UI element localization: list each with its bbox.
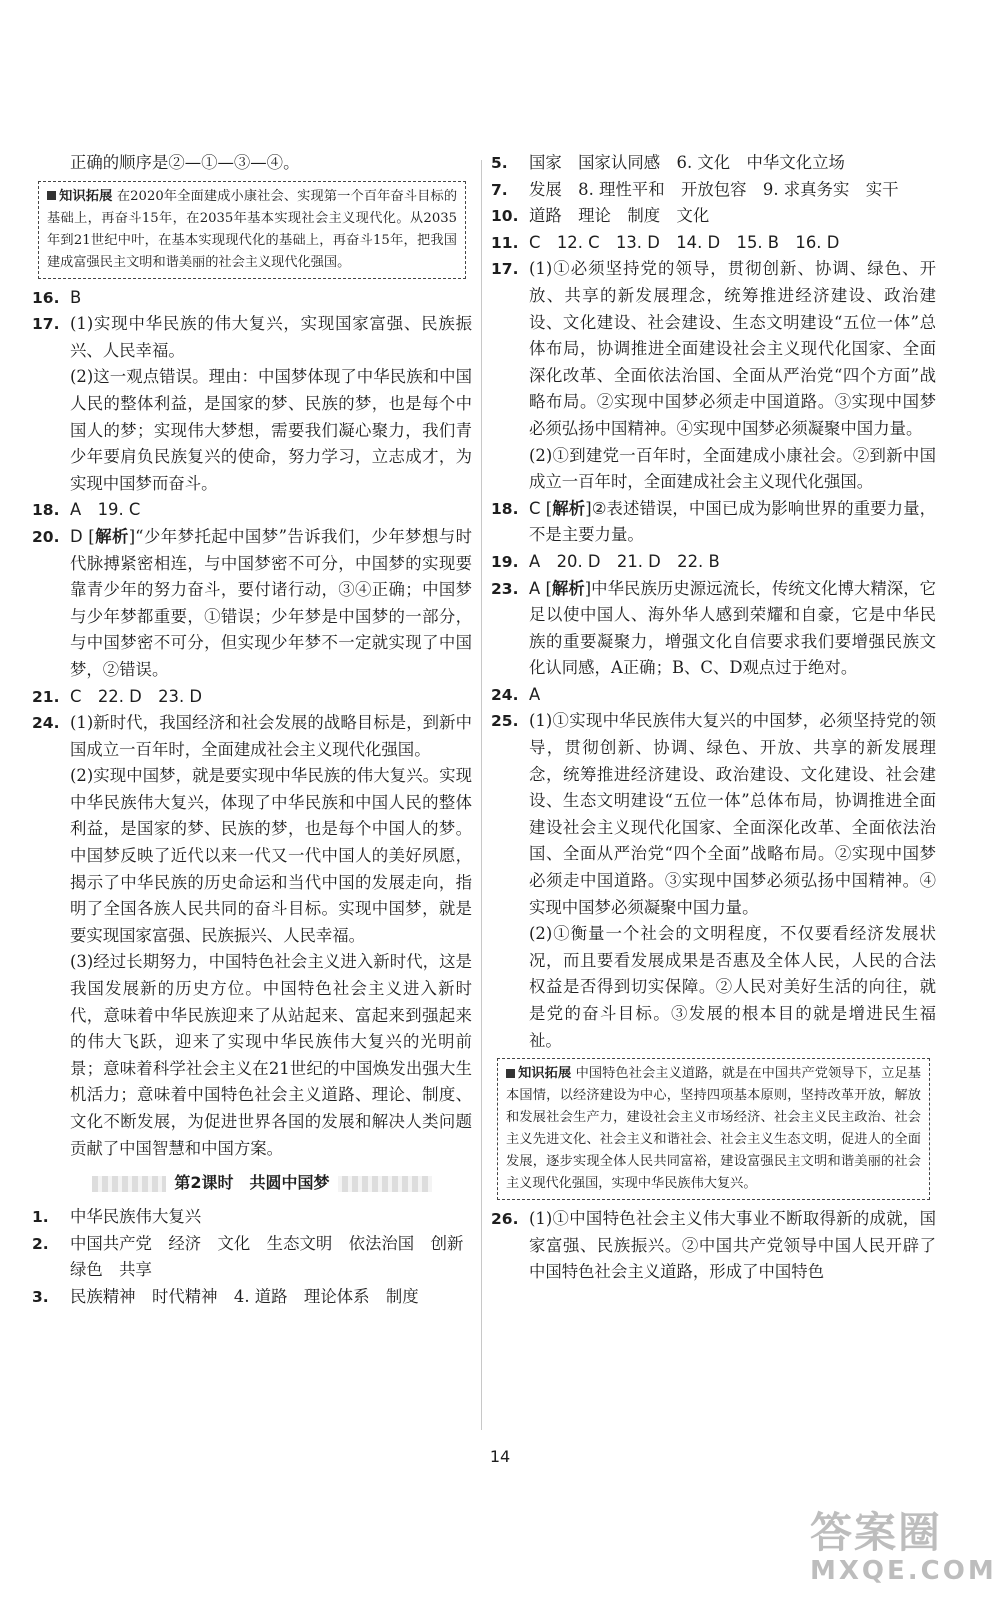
answer-r10: 10. 道路 理论 制度 文化 <box>491 203 936 230</box>
knowledge-box-1 <box>38 181 466 279</box>
answer-text: (2)①衡量一个社会的文明程度，不仅要看经济发展状况，而且要看发展成果是否惠及全体人民，人民的合法权益是否得到切实保障。②人民对美好生活的向往，就是党的奋斗目标。③发展的根本目的就是增进民生福祉。 <box>529 924 936 1050</box>
answer-text: (1)实现中华民族的伟大复兴，实现国家富强、民族振兴、人民幸福。 <box>70 314 472 360</box>
question-number: 18. <box>491 499 519 518</box>
analysis-tag: 解析 <box>551 578 585 598</box>
right-column <box>491 150 936 1286</box>
answer-r23: 23. A [解析]中华民族历史源远流长，传统文化博大精深，它足以使中国人、海外华人感到荣耀和自豪，它是中华民族的重要凝聚力，增强文化自信要求我们要增强民族文化认同感，A正确；B、C、D观点过于绝对。 <box>491 576 936 682</box>
box-text: 中国特色社会主义道路，就是在中国共产党领导下，立足基本国情，以经济建设为中心，坚持四项基本原则，坚持改革开放，解放和发展社会生产力，建设社会主义市场经济、社会主义民主政治、社会主义先进文化、社会主义和谐社会、社会主义生态文明，促进人的全面发展，逐步实现全体人民共同富裕，建设富强民主文明和谐美丽的社会主义现代化强国，实现中华民族伟大复兴。 <box>506 1066 921 1192</box>
answer-r18: 18. C [解析]②表述错误，中国已成为影响世界的重要力量，不是主要力量。 <box>491 496 936 549</box>
question-number: 10. <box>491 207 519 226</box>
question-number: 26. <box>491 1210 519 1229</box>
answer-r19: 19. A 20. D 21. D 22. B <box>491 549 936 576</box>
section-title: 第2课时 共圆中国梦 <box>32 1170 472 1198</box>
answer-s2: 2. 中国共产党 经济 文化 生态文明 依法治国 创新 绿色 共享 <box>32 1231 472 1284</box>
answer-text: (1)新时代，我国经济和社会发展的战略目标是，到新中国成立一百年时，全面建成社会主义现代化强国。 <box>70 713 472 759</box>
answer-s3: 3. 民族精神 时代精神 4. 道路 理论体系 制度 <box>32 1284 472 1311</box>
question-number: 24. <box>32 714 60 733</box>
watermark-logo: 答案圈 MXQE.COM <box>810 1508 997 1586</box>
answer-r24: 24. A <box>491 682 936 709</box>
answer-text: (3)经过长期努力，中国特色社会主义进入新时代，这是我国发展新的历史方位。中国特色社会主义进入新时代，意味着中华民族迎来了从站起来、富起来到强起来的伟大飞跃，迎来了实现中华民族伟大复兴的光明前景；意味着科学社会主义在21世纪的中国焕发出强大生机活力；意味着中国特色社会主义道路、理论、制度、文化不断发展，为促进世界各国的发展和解决人类问题贡献了中国智慧和中国方案。 <box>70 952 472 1158</box>
question-number: 21. <box>32 687 60 706</box>
answer-r25 <box>491 708 936 1054</box>
question-number: 5. <box>491 154 508 172</box>
column-divider <box>481 160 482 1430</box>
question-number: 20. <box>32 527 60 546</box>
answer-text: (1)①必须坚持党的领导，贯彻创新、协调、绿色、开放、共享的新发展理念，统筹推进经济建设、政治建设、文化建设、社会建设、生态文明建设“五位一体”总体布局，协调推进全面建设社会主义现代化国家、全面深化改革、全面依法治国、全面从严治党“四个方面”战略布局。②实现中国梦必须走中国道路。③实现中国梦必须弘扬中国精神。④实现中国梦必须凝聚中国力量。 <box>529 259 936 438</box>
question-number: 23. <box>491 579 519 598</box>
question-number: 25. <box>491 712 519 731</box>
answer-16: 16. B <box>32 285 472 312</box>
answer-r11: 11. C 12. C 13. D 14. D 15. B 16. D <box>491 230 936 257</box>
question-number: 2. <box>32 1234 49 1253</box>
question-number: 24. <box>491 685 519 704</box>
analysis-text: “少年梦托起中国梦”告诉我们，少年梦想与时代脉搏紧密相连，与中国梦密不可分，中国梦的实现要靠青少年的努力奋斗，要付诸行动，③④正确；中国梦与少年梦都重要，①错误；少年梦是中国梦的一部分，与中国梦密不可分，但实现少年梦不一定就实现了中国梦，②错误。 <box>70 526 472 679</box>
question-number: 17. <box>32 315 60 334</box>
analysis-text: ②表述错误，中国已成为影响世界的重要力量，不是主要力量。 <box>529 498 937 545</box>
answer-text: (2)这一观点错误。理由：中国梦体现了中华民族和中国人民的整体利益，是国家的梦、民族的梦，也是每个中国人的梦；实现伟大梦想，需要我们凝心聚力，我们青少年要肩负民族复兴的使命，努力学习，立志成才，为实现中国梦而奋斗。 <box>70 367 472 493</box>
question-number: 1. <box>32 1208 49 1227</box>
question-number: 19. <box>491 552 519 571</box>
answer-r5: 5. 国家 国家认同感 6. 文化 中华文化立场 <box>491 150 936 177</box>
question-number: 11. <box>491 233 519 252</box>
question-number: 16. <box>32 288 60 307</box>
box-title: 知识拓展 <box>506 1066 571 1081</box>
answer-18-19: 18. A 19. C <box>32 497 472 524</box>
question-number: 18. <box>32 501 60 520</box>
left-column <box>32 150 480 1311</box>
page-number: 14 <box>489 1447 511 1466</box>
question-number: 7. <box>491 180 508 199</box>
answer-20: 20. D [解析]“少年梦托起中国梦”告诉我们，少年梦想与时代脉搏紧密相连，与中国梦密不可分，中国梦的实现要靠青少年的努力奋斗，要付诸行动，③④正确；中国梦与少年梦都重要，①错误；少年梦是中国梦的一部分，与中国梦密不可分，但实现少年梦不一定就实现了中国梦，②错误。 <box>32 524 472 684</box>
answer-s1: 1. 中华民族伟大复兴 <box>32 1204 472 1231</box>
answer-r26: 26. (1)①中国特色社会主义伟大事业不断取得新的成就，国家富强、民族振兴。②中国共产党领导中国人民开辟了中国特色社会主义道路，形成了中国特色 <box>491 1206 936 1286</box>
answer-r17 <box>491 256 936 495</box>
intro-line: 正确的顺序是②—①—③—④。 <box>70 153 300 172</box>
analysis-text: 中华民族历史源远流长，传统文化博大精深，它足以使中国人、海外华人感到荣耀和自豪，它是中华民族的重要凝聚力，增强文化自信要求我们要增强民族文化认同感，A正确；B、C、D观点过于绝对。 <box>529 578 937 678</box>
answer-text: (2)①到建党一百年时，全面建成小康社会。②到新中国成立一百年时，全面建成社会主义现代化强国。 <box>529 445 936 492</box>
analysis-tag: 解析 <box>552 498 586 518</box>
answer-24 <box>32 710 472 1162</box>
answer-21-23: 21. C 22. D 23. D <box>32 684 472 711</box>
answer-text: (1)①实现中华民族伟大复兴的中国梦，必须坚持党的领导，贯彻创新、协调、绿色、开放、共享的新发展理念，统筹推进经济建设、政治建设、文化建设、社会建设、生态文明建设“五位一体”总体布局，协调推进全面建设社会主义现代化国家、全面深化改革、全面依法治国、全面从严治党“四个全面”战略布局。②实现中国梦必须走中国道路。③实现中国梦必须弘扬中国精神。④实现中国梦必须凝聚中国力量。 <box>529 711 936 917</box>
knowledge-box-2 <box>497 1058 930 1200</box>
answer-text: (2)实现中国梦，就是要实现中华民族的伟大复兴。实现中华民族伟大复兴，体现了中华民族和中国人民的整体利益，是国家的梦、民族的梦，也是每个中国人的梦。中国梦反映了近代以来一代又一代中国人的美好夙愿，揭示了中华民族的历史命运和当代中国的发展走向，指明了全国各族人民共同的奋斗目标。实现中国梦，就是要实现国家富强、民族振兴、人民幸福。 <box>70 766 472 945</box>
answer-r7: 7. 发展 8. 理性平和 开放包容 9. 求真务实 实干 <box>491 177 936 204</box>
box-title: 知识拓展 <box>47 189 112 204</box>
question-number: 17. <box>491 260 519 279</box>
box-text: 在2020年全面建成小康社会、实现第一个百年奋斗目标的基础上，再奋斗15年，在2035年基本实现社会主义现代化。从2035年到21世纪中叶，在基本实现现代化的基础上，再奋斗15年，把我国建成富强民主文明和谐美丽的社会主义现代化强国。 <box>47 188 458 270</box>
question-number: 3. <box>32 1287 49 1306</box>
answer-17 <box>32 311 472 497</box>
analysis-tag: 解析 <box>94 526 129 546</box>
